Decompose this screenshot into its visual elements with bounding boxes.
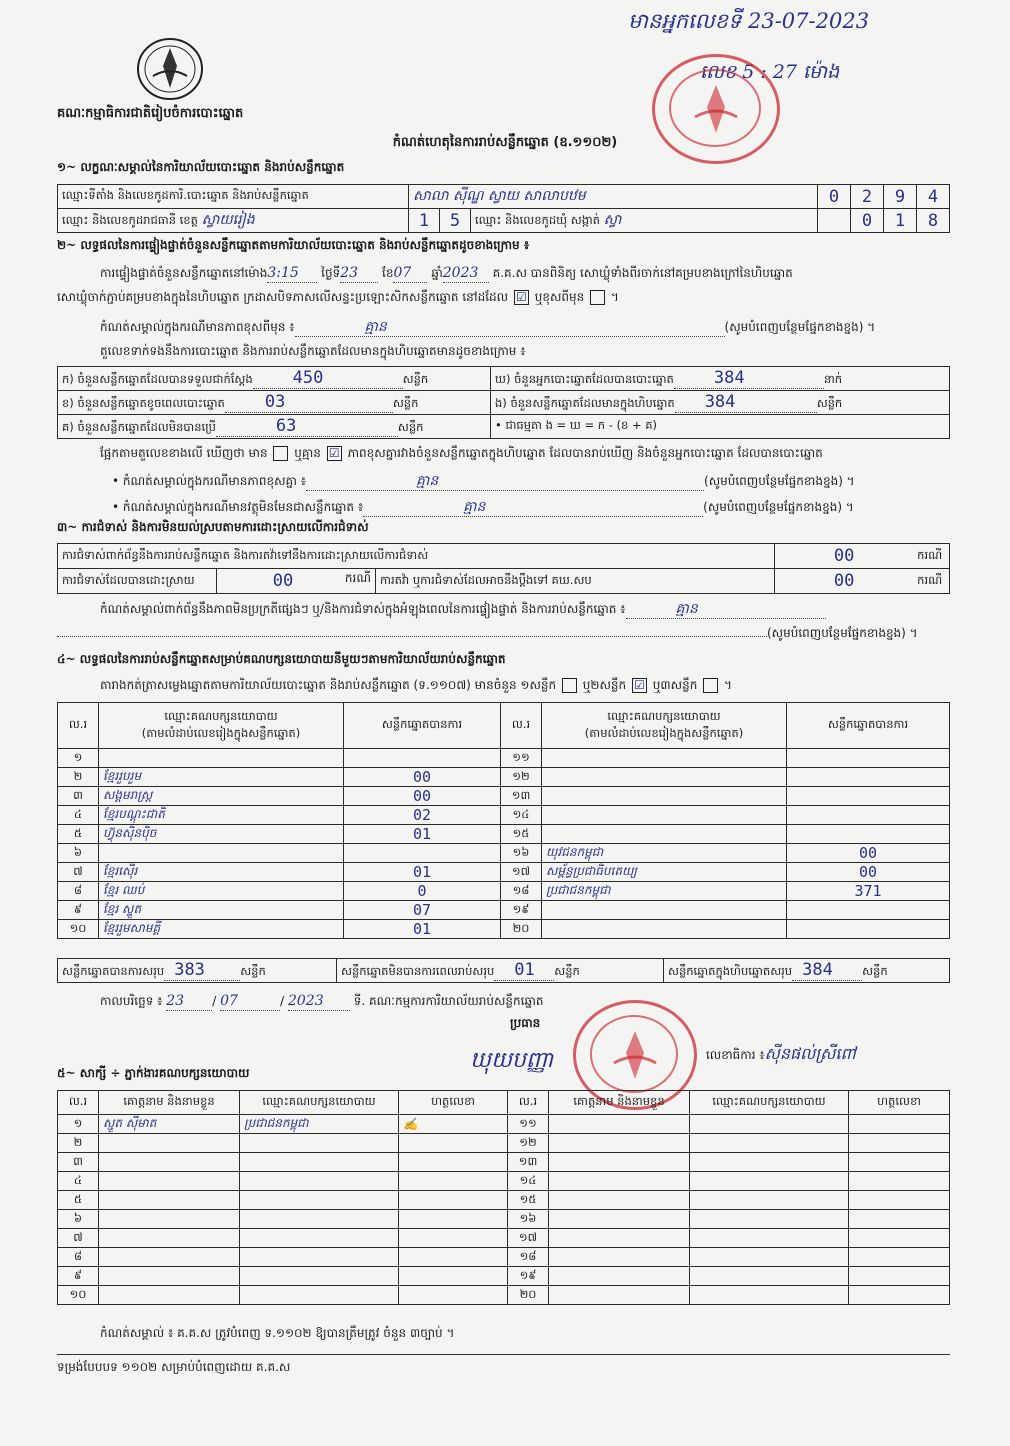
agent-no: ៦: [58, 1210, 99, 1229]
two-sheets-checkbox[interactable]: ☑: [632, 678, 647, 693]
col-votes-header: សន្លឹកឆ្នោតបានការ: [787, 703, 950, 749]
agent-no: ១០: [58, 1286, 99, 1305]
handwritten-time-note: លេខ​ 5 : 27 ម៉ោង: [700, 61, 840, 83]
agent-name: [99, 1210, 240, 1229]
results-row: [58, 901, 950, 920]
result-votes: 01: [344, 863, 501, 882]
result-party: [542, 901, 787, 920]
agent-signature: [849, 1229, 950, 1248]
appeal-value: 00: [775, 569, 914, 594]
result-votes: 00: [787, 863, 950, 882]
agent-signature: [849, 1286, 950, 1305]
unused-ballots-value: 63: [216, 416, 398, 437]
agent-no: ១៧: [508, 1229, 549, 1248]
sign-month: 07: [220, 992, 280, 1011]
results-row: [58, 844, 950, 863]
agent-col-no: ល.រ: [508, 1091, 549, 1115]
result-party: ប្រជាជនកម្ពុជា: [542, 882, 787, 901]
footer-form-id: ទម្រង់បែបបទ ១១០២ សម្រាប់បំពេញដោយ គ.គ.ស: [57, 1360, 291, 1374]
agent-party: [690, 1115, 849, 1134]
result-no: ១២: [501, 768, 542, 787]
result-party: ខ្មែរ ឈប់: [99, 882, 344, 901]
agent-party: [240, 1153, 399, 1172]
result-votes: 02: [344, 806, 501, 825]
org-name: គណៈកម្មាធិការជាតិរៀបចំការបោះឆ្នោត: [57, 106, 244, 121]
agent-name: [549, 1229, 690, 1248]
result-no: ១៨: [501, 882, 542, 901]
agent-party: [690, 1191, 849, 1210]
result-votes: 01: [344, 920, 501, 939]
agent-signature: [849, 1134, 950, 1153]
formula-cell: • ជាធម្មតា ង = ឃ = ក - (ខ + គ): [491, 415, 950, 439]
ballot-figures-table: [57, 366, 950, 439]
agent-party: [240, 1172, 399, 1191]
seal-line: សោឃ្លុំចាក់ភ្ជាប់គម្របខាងក្នុងនៃហិបឆ្នោត ក្រដាសបិទភាសលើសន្ទះប្រឡោះសិកសន្លឹកឆ្នោត នៅដដែល ☑ ឬខុសពីមុន ។: [57, 290, 619, 304]
agent-no: ៥: [58, 1191, 99, 1210]
agent-signature: [849, 1210, 950, 1229]
section2-heading: ២~ លទ្ធផលនៃការផ្ទៀងផ្ទាត់ចំនួនសន្លឹកឆ្នោតតាមការិយាល័យបោះឆ្នោត និងរាប់សន្លឹកឆ្នោតដូចខាងក្រោម ៖: [57, 238, 530, 252]
complaints-total-label: ការជំទាស់ពាក់ព័ន្ធនឹងការរាប់សន្លឹកឆ្នោត និងការតវ៉ាទៅនឹងការដោះស្រាយលើការជំទាស់: [58, 544, 775, 569]
handwritten-received-note: មានអ្នកលេខ​ទី 23-07-2023: [628, 9, 870, 33]
agent-signature: [399, 1172, 508, 1191]
agent-name: [99, 1286, 240, 1305]
agent-no: ១៣: [508, 1153, 549, 1172]
result-votes: [344, 844, 501, 863]
results-row: [58, 806, 950, 825]
result-votes: 00: [787, 844, 950, 863]
verify-month: 07: [393, 264, 427, 283]
agent-row: [58, 1210, 950, 1229]
agent-no: ២: [58, 1134, 99, 1153]
voters-value: 384: [674, 368, 824, 389]
results-row: [58, 825, 950, 844]
totals-table: [57, 958, 950, 983]
result-votes: 01: [344, 825, 501, 844]
agent-signature: [399, 1153, 508, 1172]
verify-day: 23: [340, 264, 378, 283]
appeal-label: ការតវ៉ា ឬការជំទាស់ដែលអាចនឹងប្តឹងទៅ គឃ.សប: [376, 569, 775, 594]
agent-name: [99, 1191, 240, 1210]
results-row: [58, 882, 950, 901]
agent-signature: [399, 1248, 508, 1267]
commune-code-digit: 0: [851, 209, 884, 233]
province-code-digit: 5: [440, 209, 471, 233]
results-row: [58, 787, 950, 806]
agent-party: [240, 1134, 399, 1153]
agent-name: [549, 1134, 690, 1153]
party-results-table: [57, 702, 950, 939]
section3-heading: ៣~ ការជំទាស់ និងការមិនយល់ស្របតាមការដោះស្រាយលើការជំទាស់: [57, 520, 369, 534]
agent-no: ៣: [58, 1153, 99, 1172]
result-no: ១៧: [501, 863, 542, 882]
changed-checkbox[interactable]: [590, 290, 605, 305]
result-party: សម្ព័ន្ធប្រជាធិបតេយ្យ: [542, 863, 787, 882]
agent-no: ១៤: [508, 1172, 549, 1191]
party-agents-table: [57, 1090, 950, 1305]
result-votes: 00: [344, 787, 501, 806]
agent-row: [58, 1172, 950, 1191]
agent-party: [690, 1267, 849, 1286]
col-no-header: ល.រ: [501, 703, 542, 749]
agent-row: [58, 1286, 950, 1305]
section1-heading: ១~ លក្ខណៈសម្គាល់នៃការិយាល័យបោះឆ្នោត និងរាប់សន្លឹកឆ្នោត: [57, 160, 345, 174]
invalid-total-value: 01: [494, 960, 554, 981]
verify-year: 2023: [443, 264, 489, 283]
figures-intro: តួលេខទាក់ទងនឹងការបោះឆ្នោត និងការរាប់សន្លឹកឆ្នោតដែលមានក្នុងហិបឆ្នោតមានដូចខាងក្រោម ៖: [100, 344, 526, 358]
copies-note: កំណត់សម្គាល់ ៖ គ.គ.ស ត្រូវបំពេញ ទ.១១០២ ឱ្យបានត្រឹមត្រូវ ចំនួន ៣ច្បាប់ ។: [100, 1326, 455, 1340]
agent-no: ៩: [58, 1267, 99, 1286]
agent-no: ៧: [58, 1229, 99, 1248]
agent-party: [690, 1229, 849, 1248]
result-party: [542, 806, 787, 825]
agent-party: [690, 1248, 849, 1267]
difference-note-value: គ្មាន: [306, 472, 704, 491]
sign-year: 2023: [288, 992, 350, 1011]
agent-row: [58, 1115, 950, 1134]
province-value: ស្វាយរៀង: [201, 212, 255, 228]
agent-name: [549, 1115, 690, 1134]
result-party: [542, 768, 787, 787]
agent-no: ៨: [58, 1248, 99, 1267]
resolved-value: 00 ករណី: [217, 569, 376, 594]
agent-party: [690, 1134, 849, 1153]
agent-name: [549, 1286, 690, 1305]
result-party: [542, 825, 787, 844]
appeal-unit: ករណី: [913, 569, 949, 594]
result-party: [542, 920, 787, 939]
result-party: [542, 749, 787, 768]
agent-name: [99, 1172, 240, 1191]
one-sheet-checkbox[interactable]: [562, 678, 577, 693]
result-no: ១១: [501, 749, 542, 768]
valid-total-value: 383: [164, 960, 240, 981]
result-no: ៣: [58, 787, 99, 806]
agent-name: [549, 1248, 690, 1267]
location-code-digit: 9: [884, 185, 917, 209]
commune-code-digit: 8: [917, 209, 950, 233]
agent-party: [240, 1210, 399, 1229]
result-votes: 371: [787, 882, 950, 901]
invalid-total-cell: សន្លឹកឆ្នោតមិនបានការពេលរាប់សរុប 01 សន្លឹក: [337, 959, 664, 983]
agent-signature: [399, 1134, 508, 1153]
agent-col-no: ល.រ: [58, 1091, 99, 1115]
agent-row: [58, 1191, 950, 1210]
agent-no: ១: [58, 1115, 99, 1134]
difference-line: ផ្អែកតាមតួលេខខាងលើ ឃើញថា មាន ឬគ្មាន ☑ ភាពខុសគ្នារវាងចំនួនសន្លឹកឆ្នោតក្នុងហិបឆ្នោត ដែលបានរាប់ឃើញ និងចំនួនអ្នកបោះឆ្នោត ដែលបានបោះឆ្នោត: [100, 446, 823, 460]
result-no: ៤: [58, 806, 99, 825]
agent-no: ១៩: [508, 1267, 549, 1286]
agent-party: [240, 1286, 399, 1305]
agent-party: ប្រជាជនកម្ពុជា: [240, 1115, 399, 1134]
commune-code-blank: [818, 209, 851, 233]
figure-row-left: ក) ចំនួនសន្លឹកឆ្នោតដែលបានទទួលជាក់ស្តែង 450 សន្លឹក: [58, 367, 491, 391]
agent-party: [240, 1191, 399, 1210]
agent-party: [240, 1229, 399, 1248]
agent-name: [99, 1248, 240, 1267]
province-code-digit: 1: [409, 209, 440, 233]
agent-col-sign: ហត្ថលេខា: [849, 1091, 950, 1115]
section5-heading: ៥~ សាក្សី ÷ ភ្នាក់ងារគណបក្សនយោបាយ: [57, 1066, 250, 1080]
result-votes: [787, 901, 950, 920]
agent-party: [690, 1210, 849, 1229]
agent-no: ១១: [508, 1115, 549, 1134]
irregularity-note-line: កំណត់សម្គាល់ពាក់ព័ន្ធនឹងភាពមិនប្រក្រតីផ្សេងៗ ឬ/និងការជំទាស់ក្នុងអំឡុងពេលនៃការផ្ទៀងផ្ទាត់ និងការរាប់សន្លឹកឆ្នោត ៖ គ្មាន: [100, 600, 826, 619]
agent-row: [58, 1229, 950, 1248]
agent-no: ៤: [58, 1172, 99, 1191]
agent-col-name: គោត្តនាម និងនាមខ្លួន: [99, 1091, 240, 1115]
agent-name: ស្ជួត ស៊ីមាត: [99, 1115, 240, 1134]
form-title: កំណត់ហេតុនៃការរាប់សន្លឹកឆ្នោត (ឧ.១១០២): [392, 135, 618, 150]
agent-signature: [399, 1210, 508, 1229]
agent-name: [549, 1191, 690, 1210]
resolved-label: ការជំទាស់ដែលបានដោះស្រាយ: [58, 569, 217, 594]
agent-no: ១២: [508, 1134, 549, 1153]
agent-name: [99, 1134, 240, 1153]
nec-emblem-icon: [135, 36, 205, 102]
location-table: [57, 184, 950, 233]
ballots-received-value: 450: [253, 368, 403, 389]
result-votes: [787, 787, 950, 806]
complaints-total-value: 00: [775, 544, 914, 569]
change-note-line: កំណត់សម្គាល់ក្នុងករណីមានភាពខុសពីមុន ៖ គ្មាន (សូមបំពេញបន្ថែមផ្នែកខាងខ្នង) ។: [100, 318, 875, 337]
agent-signature: [849, 1267, 950, 1286]
unchanged-checkbox[interactable]: ☑: [514, 290, 529, 305]
agent-row: [58, 1248, 950, 1267]
footer-divider: [57, 1354, 950, 1355]
agent-signature: [849, 1172, 950, 1191]
result-no: ៨: [58, 882, 99, 901]
agent-col-name: គោត្តនាម និងនាមខ្លួន: [549, 1091, 690, 1115]
agent-name: [99, 1267, 240, 1286]
result-votes: [787, 749, 950, 768]
chair-label: ប្រធាន: [510, 1016, 541, 1030]
agent-signature: [399, 1191, 508, 1210]
location-name-label: ឈ្មោះទីតាំង និងលេខកូដការិ.បោះឆ្នោត និងរាប់សន្លឹកឆ្នោត: [58, 185, 409, 209]
agent-no: ១៦: [508, 1210, 549, 1229]
agent-signature: [849, 1115, 950, 1134]
results-row: [58, 749, 950, 768]
ballots-in-box-value: 384: [675, 392, 817, 413]
result-party: ខ្មែរ ស្ទួត: [99, 901, 344, 920]
complaints-table: [57, 543, 950, 594]
chair-signature: ឃុយបញ្ញា: [470, 1048, 554, 1073]
spoiled-ballots-value: 03: [225, 392, 393, 413]
agent-no: ២០: [508, 1286, 549, 1305]
no-difference-checkbox[interactable]: ☑: [327, 446, 342, 461]
agent-signature: [399, 1229, 508, 1248]
agent-name: [549, 1153, 690, 1172]
agent-signature: ✍: [399, 1115, 508, 1134]
agent-party: [240, 1267, 399, 1286]
result-no: ២: [58, 768, 99, 787]
agent-signature: [399, 1267, 508, 1286]
commune-label: ឈ្មោះ និងលេខកូដឃុំ សង្កាត់ ស្វា: [471, 209, 818, 233]
result-no: ១៩: [501, 901, 542, 920]
result-party: ហ៊្វុនស៊ិនប៉ិច: [99, 825, 344, 844]
secretary-signature: ស៊ីនផល់ស្រីពៅ: [764, 1044, 856, 1063]
figure-row-right: ង) ចំនួនសន្លឹកឆ្នោតដែលមានក្នុងហិបឆ្នោត 384 សន្លឹក: [491, 391, 950, 415]
location-code-digit: 4: [917, 185, 950, 209]
col-party-header: ឈ្មោះគណបក្សនយោបាយ (តាមលំដាប់លេខរៀងក្នុងសន្លឹកឆ្នោត): [99, 703, 344, 749]
result-no: ១០: [58, 920, 99, 939]
result-votes: [787, 920, 950, 939]
result-no: ១៥: [501, 825, 542, 844]
agent-col-party: ឈ្មោះគណបក្សនយោបាយ: [690, 1091, 849, 1115]
agent-party: [690, 1153, 849, 1172]
sign-day: 23: [166, 992, 212, 1011]
result-party: [99, 844, 344, 863]
commune-value: ស្វា: [603, 212, 622, 228]
result-party: សង្គមរាស្ត្រ: [99, 787, 344, 806]
agent-name: [99, 1229, 240, 1248]
agent-name: [549, 1267, 690, 1286]
figure-row-left: ខ) ចំនួនសន្លឹកឆ្នោតខូចពេលបោះឆ្នោត 03 សន្លឹក: [58, 391, 491, 415]
agent-name: [549, 1210, 690, 1229]
result-votes: 00: [344, 768, 501, 787]
col-no-header: ល.រ: [58, 703, 99, 749]
location-code-digit: 2: [851, 185, 884, 209]
box-total-value: 384: [792, 960, 862, 981]
signing-date-line: កាលបរិច្ឆេទ ៖ 23 / 07 / 2023 ទី. គណៈកម្មការការិយាល័យរាប់សន្លឹកឆ្នោត: [100, 992, 544, 1011]
irregularity-note-value: គ្មាន: [626, 600, 826, 619]
result-no: ១៦: [501, 844, 542, 863]
province-label: ឈ្មោះ និងលេខកូដរាជធានី ខេត្ត ស្វាយរៀង: [58, 209, 409, 233]
verify-time: 3:15: [267, 264, 317, 283]
agent-row: [58, 1134, 950, 1153]
result-no: ១៤: [501, 806, 542, 825]
figure-row-right: ឃ) ចំនួនអ្នកបោះឆ្នោតដែលបានបោះឆ្នោត 384 នាក់: [491, 367, 950, 391]
agent-name: [99, 1153, 240, 1172]
agent-row: [58, 1267, 950, 1286]
agent-no: ១៨: [508, 1248, 549, 1267]
col-votes-header: សន្លឹកឆ្នោតបានការ: [344, 703, 501, 749]
agent-signature: [849, 1248, 950, 1267]
agent-no: ១៥: [508, 1191, 549, 1210]
secretary-line: លេខាធិការ ៖ស៊ីនផល់ស្រីពៅ: [706, 1044, 856, 1063]
change-note-value: គ្មាន: [295, 318, 725, 337]
valid-total-cell: សន្លឹកឆ្នោតបានការសរុប 383 សន្លឹក: [58, 959, 337, 983]
result-no: ៦: [58, 844, 99, 863]
result-votes: [787, 806, 950, 825]
col-party-header: ឈ្មោះគណបក្សនយោបាយ (តាមលំដាប់លេខរៀងក្នុងសន្លឹកឆ្នោត): [542, 703, 787, 749]
agent-signature: [399, 1286, 508, 1305]
agent-signature: [849, 1191, 950, 1210]
result-no: ៥: [58, 825, 99, 844]
complaints-unit: ករណី: [913, 544, 949, 569]
difference-note-line: • កំណត់សម្គាល់ក្នុងករណីមានភាពខុសគ្នា ៖ គ្មាន (សូមបំពេញបន្ថែមផ្នែកខាងខ្នង) ។: [112, 472, 855, 491]
agent-party: [690, 1286, 849, 1305]
agent-name: [549, 1172, 690, 1191]
result-votes: [787, 768, 950, 787]
result-votes: 07: [344, 901, 501, 920]
commune-code-digit: 1: [884, 209, 917, 233]
results-row: [58, 768, 950, 787]
result-votes: [344, 749, 501, 768]
result-votes: [787, 825, 950, 844]
tally-sheet-line: តារាងកត់ត្រាសម្លេងឆ្នោតតាមការិយាល័យបោះឆ្នោត និងរាប់សន្លឹកឆ្នោត (ទ.១១០៧) មានចំនួន ១សន្លឹក ឬ២សន្លឹក ☑ ឬ៣សន្លឹក ។: [100, 678, 732, 692]
result-no: ៧: [58, 863, 99, 882]
result-no: ១៣: [501, 787, 542, 806]
agent-signature: [849, 1153, 950, 1172]
verification-line: ការផ្ទៀងផ្ទាត់ចំនួនសន្លឹកឆ្នោតនៅម៉ោង3:15 ថ្ងៃទី23 ខែ07 ឆ្នាំ2023 គ.គ.ស បានពិនិត្យ សោឃ្លុំទាំងពីរចាក់នៅគម្របខាងក្រៅនៃហិបឆ្នោត: [100, 264, 793, 283]
result-votes: 0: [344, 882, 501, 901]
agent-party: [690, 1172, 849, 1191]
result-party: យុវជនកម្ពុជា: [542, 844, 787, 863]
agent-row: [58, 1153, 950, 1172]
foreign-object-note-value: គ្មាន: [363, 498, 703, 517]
result-no: ១: [58, 749, 99, 768]
three-sheets-checkbox[interactable]: [703, 678, 718, 693]
irregularity-note-line2: (សូមបំពេញបន្ថែមផ្នែកខាងខ្នង) ។: [57, 626, 918, 642]
results-row: [58, 920, 950, 939]
result-party: ខ្មែររួមសាមគ្គី: [99, 920, 344, 939]
has-difference-checkbox[interactable]: [273, 446, 288, 461]
foreign-object-note-line: • កំណត់សម្គាល់ក្នុងករណីមានវត្ថុមិនមែនជាសន្លឹកឆ្នោត ៖ គ្មាន (សូមបំពេញបន្ថែមផ្នែកខាងខ្នង) ។: [112, 498, 854, 517]
figure-row-left: គ) ចំនួនសន្លឹកឆ្នោតដែលមិនបានប្រើ 63 សន្លឹក: [58, 415, 491, 439]
result-party: ខ្មែររួបរួម: [99, 768, 344, 787]
agent-col-party: ឈ្មោះគណបក្សនយោបាយ: [240, 1091, 399, 1115]
section4-heading: ៤~ លទ្ធផលនៃការរាប់សន្លឹកឆ្នោតសម្រាប់គណបក្សនយោបាយនីមួយៗតាមការិយាល័យរាប់សន្លឹកឆ្នោត: [57, 652, 506, 666]
location-name-value: សាលា ស៊ីណ្ឌ ស្វាយ សាលាបឋម: [409, 185, 818, 209]
result-no: ២០: [501, 920, 542, 939]
result-party: ខ្មែរស៊ើរ: [99, 863, 344, 882]
results-row: [58, 863, 950, 882]
location-code-digit: 0: [818, 185, 851, 209]
agent-party: [240, 1248, 399, 1267]
result-no: ៩: [58, 901, 99, 920]
box-total-cell: សន្លឹកឆ្នោតក្នុងហិបឆ្នោតសរុប 384 សន្លឹក: [664, 959, 950, 983]
result-party: [99, 749, 344, 768]
agent-col-sign: ហត្ថលេខា: [399, 1091, 508, 1115]
result-party: ខ្មែរបណ្តុះជាតិ: [99, 806, 344, 825]
result-party: [542, 787, 787, 806]
